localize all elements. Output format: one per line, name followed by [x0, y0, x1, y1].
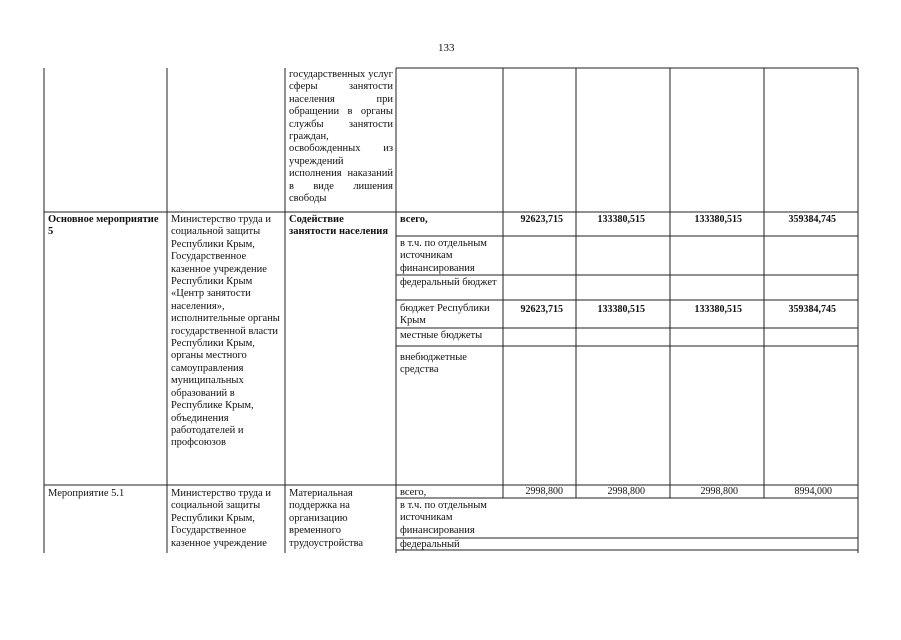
cell-total-4: 359384,745	[788, 214, 836, 225]
cell-5-1-total-1: 2998,800	[525, 486, 563, 497]
page-number: 133	[438, 42, 455, 54]
main-activity-executor: Министерство труда и социальной защиты Республики Крым, Государственное казенное учреждение Республики Крым «Центр занятости населения», исполнительные органы государственной власти Республики Крым, органы местного самоуправления муниципальных образований в Республике Крым, объединения работодателей и профсоюзов	[171, 214, 280, 449]
activity-5-1-executor: Министерство труда и социальной защиты Республики Крым, Государственное казенное учреждение	[171, 488, 272, 549]
cell-republic-3: 133380,515	[694, 304, 742, 315]
activity-5-1-label: Мероприятие 5.1	[48, 488, 125, 499]
activity-5-1-name: Материальная поддержка на организацию временного трудоустройства	[289, 488, 364, 549]
source-by-sources: в т.ч. по отдельным источникам финансирования	[400, 238, 487, 274]
main-activity-label: Основное мероприятие 5	[48, 214, 159, 238]
source-republic-budget: бюджет Республики Крым	[400, 303, 490, 327]
cell-total-2: 133380,515	[597, 214, 645, 225]
source-total-5-1: всего,	[400, 487, 427, 498]
cell-republic-4: 359384,745	[788, 304, 836, 315]
cell-republic-1: 92623,715	[520, 304, 563, 315]
cell-5-1-total-4: 8994,000	[794, 486, 832, 497]
source-federal: федеральный бюджет	[400, 277, 497, 288]
source-extrabudget: внебюджетные средства	[400, 352, 467, 376]
continued-description-cell: государственных услуг сферы занятости населения при обращении в органы службы занятости граждан, освобожденных из учреждений исполнения наказаний в виде лишения свободы	[289, 69, 393, 205]
source-local: местные бюджеты	[400, 330, 483, 341]
cell-total-1: 92623,715	[520, 214, 563, 225]
source-federal-5-1: федеральный	[400, 539, 460, 550]
cell-republic-2: 133380,515	[597, 304, 645, 315]
cell-5-1-total-2: 2998,800	[607, 486, 645, 497]
source-total: всего,	[400, 214, 428, 225]
cell-5-1-total-3: 2998,800	[700, 486, 738, 497]
source-by-sources-5-1: в т.ч. по отдельным источникам финансирования	[400, 500, 487, 536]
cell-total-3: 133380,515	[694, 214, 742, 225]
main-activity-name: Содействие занятости населения	[289, 214, 389, 238]
